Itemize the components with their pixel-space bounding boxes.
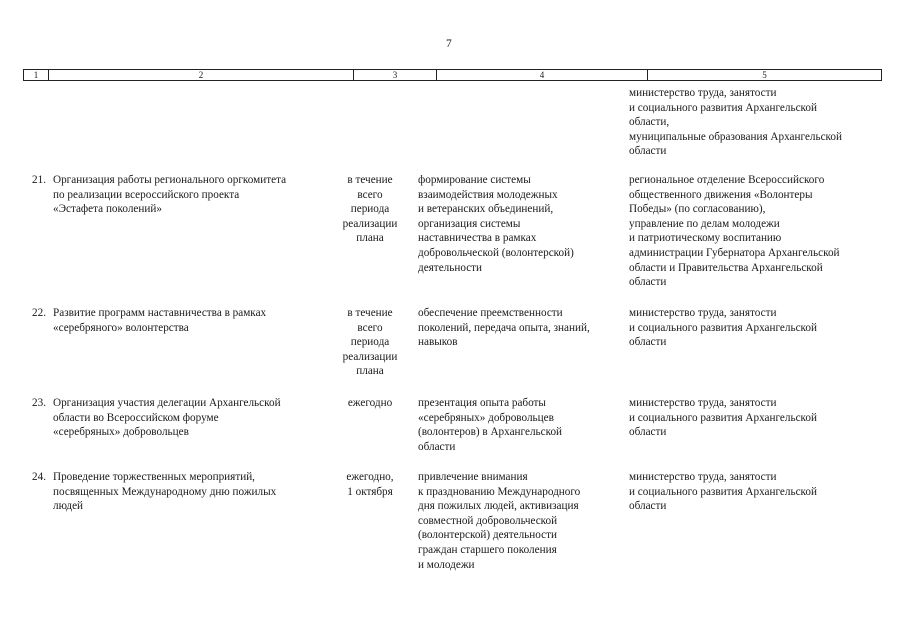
responsible-party: региональное отделение Всероссийского общественного движения «Волонтеры Победы» (по согласованию), управление по делам молодежи и патриотическому воспитанию администрации Губернатора Архангельской области и Правительства Архангельской области	[629, 174, 840, 289]
event-period: в течение всего периода реализации плана	[342, 307, 398, 378]
event-name: Организация работы регионального оргкомитета по реализации всероссийского проекта «Эстафета поколений»	[53, 174, 287, 216]
header-col-1: 1	[33, 70, 39, 80]
responsible-party: министерство труда, занятости и социального развития Архангельской области	[629, 397, 817, 439]
row-number: 24.	[32, 471, 46, 483]
event-name: Развитие программ наставничества в рамках «серебряного» волонтерства	[53, 307, 267, 334]
header-col-2: 2	[48, 70, 353, 80]
row-number: 23.	[32, 397, 46, 409]
event-name: Организация участия делегации Архангельской области во Всероссийском форуме «серебряных» добровольцев	[53, 397, 281, 439]
header-col-3: 3	[353, 70, 436, 80]
event-period: ежегодно, 1 октября	[346, 471, 394, 498]
event-name: Проведение торжественных мероприятий, посвященных Международному дню пожилых людей	[53, 471, 277, 513]
row-number: 22.	[32, 307, 46, 319]
responsible-party: министерство труда, занятости и социального развития Архангельской области	[629, 471, 817, 513]
continuation-responsible: министерство труда, занятости и социального развития Архангельской области, муниципальные образования Архангельской области	[629, 87, 843, 158]
responsible-party: министерство труда, занятости и социального развития Архангельской области	[629, 307, 817, 349]
event-period: ежегодно	[347, 397, 393, 409]
event-period: в течение всего периода реализации плана	[342, 174, 398, 245]
header-col-4: 4	[436, 70, 647, 80]
page-number: 7	[446, 38, 452, 50]
expected-result: формирование системы взаимодействия молодежных и ветеранских объединений, организация системы наставничества в рамках добровольческой (волонтерской) деятельности	[418, 174, 574, 274]
expected-result: привлечение внимания к празднованию Международного дня пожилых людей, активизация совместной добровольческой (волонтерской) деятельности граждан старшего поколения и молодежи	[418, 471, 581, 571]
table-header	[23, 69, 882, 81]
header-col-5: 5	[647, 70, 881, 80]
row-number: 21.	[32, 174, 46, 186]
expected-result: презентация опыта работы «серебряных» добровольцев (волонтеров) в Архангельской области	[418, 397, 563, 453]
expected-result: обеспечение преемственности поколений, передача опыта, знаний, навыков	[418, 307, 590, 349]
